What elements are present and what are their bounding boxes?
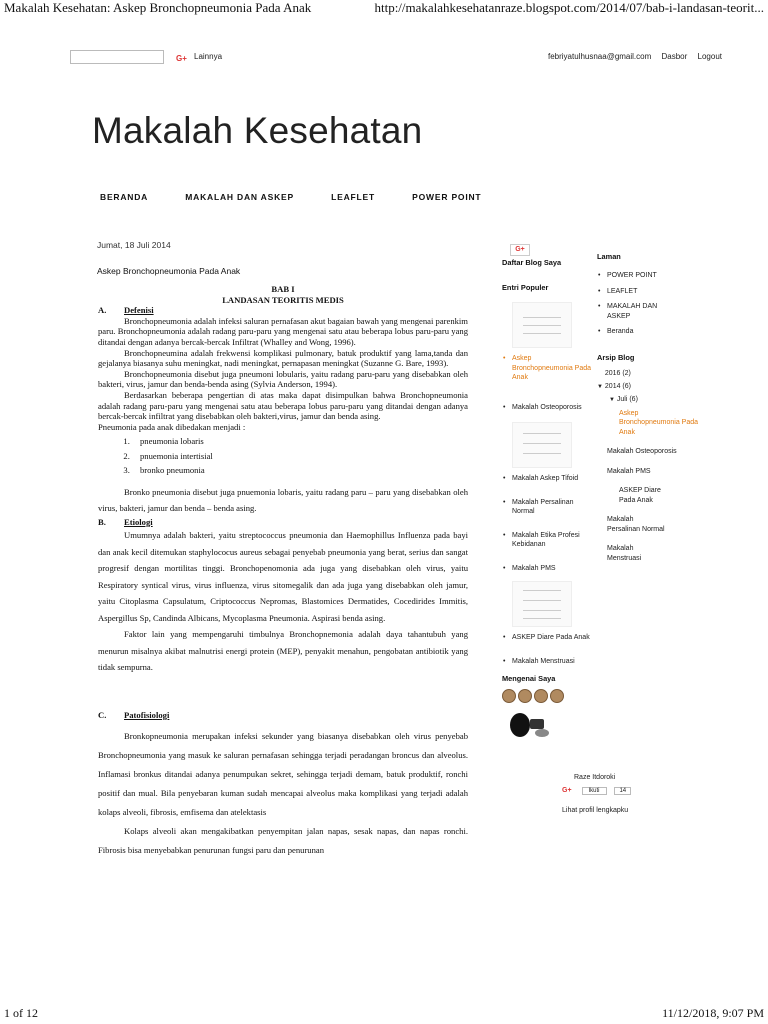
tab-makalah-dan-askep[interactable]: MAKALAH DAN ASKEP [185, 192, 294, 202]
mengenai-saya-title: Mengenai Saya [502, 674, 556, 683]
logout-link[interactable]: Logout [697, 52, 722, 61]
section-a-title: Defenisi [124, 305, 154, 316]
archive-month-label: Juli (6) [616, 395, 638, 403]
archive-post-list [597, 409, 707, 564]
tab-power-point[interactable]: POWER POINT [412, 192, 482, 202]
tab-beranda[interactable]: BERANDA [100, 192, 149, 202]
popular-thumbnail[interactable] [512, 302, 572, 348]
expand-right-icon[interactable]: ▶ [599, 370, 603, 377]
print-header [4, 0, 764, 18]
paragraph: Bronko pneumonia disebut juga pnuemonia lobaris, yaitu radang paru – paru yang disebabkan oleh virus, bakteri, jamur dan benda – benda asing. [98, 486, 468, 514]
avatar[interactable] [518, 689, 532, 703]
avatar[interactable] [534, 689, 548, 703]
list-item: 2. pnuemonia intertisial [132, 449, 468, 464]
archive-post-link[interactable]: Askep Bronchopneumonia Pada Anak [619, 409, 699, 436]
page-link-beranda[interactable]: • Beranda [597, 327, 707, 337]
avatar[interactable] [502, 689, 516, 703]
collapse-down-icon[interactable]: ▼ [609, 396, 615, 403]
blog-title[interactable]: Makalah Kesehatan [92, 110, 423, 151]
paragraph: Faktor lain yang mempengaruhi timbulnya Bronchopnemonia adalah daya tahantubuh yang menurun misalnya akibat malnutrisi energi protein (MEP), penyakit menahun, pengobatan antibiotik yang tidak sempurna. [98, 629, 468, 673]
print-datetime: 11/12/2018, 9:07 PM [662, 1006, 764, 1020]
paragraph: Bronchopneumonia disebut juga pneumoni lobularis, yaitu radang paru-paru yang disebabkan oleh bakteri, virus, jamur dan benda-benda asing (Sylvia Anderson, 1994). [98, 368, 468, 390]
popular-post-link[interactable]: • Makalah PMS [502, 564, 592, 574]
tab-leaflet[interactable]: LEAFLET [331, 192, 375, 202]
popular-thumbnail[interactable] [512, 581, 572, 627]
pneumonia-types-list [98, 434, 468, 478]
section-b-title: Etiologi [124, 516, 153, 527]
section-a-label: A. [98, 305, 107, 316]
section-b-heading [98, 517, 468, 528]
popular-post-link[interactable]: • Makalah Persalinan Normal [502, 498, 592, 517]
navbar-account [540, 52, 722, 61]
sidebar-right [597, 252, 707, 563]
follow-row [562, 787, 712, 795]
archive-year-2014[interactable] [597, 383, 707, 390]
entri-populer-title: Entri Populer [502, 283, 549, 292]
popular-post-link[interactable]: • Makalah Menstruasi [502, 657, 592, 667]
chapter-heading: BAB I [271, 284, 295, 294]
archive-post-link[interactable]: Makalah Menstruasi [607, 545, 642, 562]
popular-post-link[interactable]: • Askep Bronchopneumonia Pada Anak [502, 354, 592, 383]
dasbor-link[interactable]: Dasbor [661, 52, 688, 61]
gplus-icon[interactable]: G+ [176, 54, 187, 63]
print-title: Makalah Kesehatan: Askep Bronchopneumonia Pada Anak [4, 0, 312, 15]
post-title[interactable]: Askep Bronchopneumonia Pada Anak [97, 266, 241, 276]
print-url: http://makalahkesehatanraze.blogspot.com/2014/07/bab-i-landasan-teorit... [374, 0, 764, 15]
print-footer [4, 1006, 764, 1022]
archive-year-label: 2014 (6) [604, 382, 631, 390]
lainnya-link[interactable]: Lainnya [194, 52, 223, 61]
follower-count: 14 [614, 787, 631, 795]
list-item: 3. bronko pneumonia [132, 463, 468, 478]
page-count: 1 of 12 [4, 1006, 38, 1020]
account-email[interactable]: febriyatulhusnaa@gmail.com [547, 52, 652, 61]
list-item: 1. pneumonia lobaris [132, 434, 468, 449]
follow-button[interactable]: Ikuti [582, 787, 607, 795]
page-tabs [100, 192, 515, 202]
sidebar-left [502, 244, 592, 741]
profile-info [562, 774, 712, 814]
pages-list [597, 271, 707, 337]
paragraph: Bronchopneumonia adalah infeksi saluran pernafasan akut bagaian bawah yang mengenai parenkim paru. Bronchopneumonia adalah radang paru-paru yang mengenai satu atau beberapa lobus paru-paru yang ditandai dengan adanya bercak-bercak Infiltrat (Whalley and Wong, 1996). [98, 315, 468, 347]
author-name[interactable]: Raze Itdoroki [574, 774, 616, 781]
section-c-label: C. [98, 709, 107, 720]
paragraph: Bronkopneumonia merupakan infeksi sekunder yang biasanya disebabkan oleh virus penyebab Bronchopneumonia yang masuk ke saluran pernafasan sehingga terjadi peradangan broncus dan alveolus. Inflamasi bronkus ditandai adanya penumpukan sekret, sehingga terjadi demam, batuk produktif, ronchi positif dan mual. Bila penyebaran kuman sudah mencapai alveolus maka komplikasi yang terjadi adalah kolaps alveoli, fibrosis, emfisema dan atelektasis [98, 730, 468, 817]
popular-post-link[interactable]: • Makalah Osteoporosis [502, 403, 592, 413]
follower-avatars [502, 689, 592, 703]
full-profile-link[interactable]: Lihat profil lengkapku [562, 807, 629, 814]
archive-post-link[interactable]: Makalah Persalinan Normal [607, 516, 665, 533]
popular-post-link[interactable]: • ASKEP Diare Pada Anak [502, 633, 592, 643]
post-date: Jumat, 18 Juli 2014 [97, 240, 171, 250]
archive-year-label: 2016 (2) [604, 369, 631, 377]
archive-year-2016[interactable] [597, 370, 707, 377]
paragraph: Berdasarkan beberapa pengertian di atas maka dapat disimpulkan bahwa Bronchopneumonia adalah radang paru-paru yang mengenai satu atau beberapa lobus paru-paru yang ditandai dengan adanya bercak-bercak infiltrat yang disebabkan oleh bakteri,virus, jamur dan benda asing. [98, 389, 468, 422]
arsip-blog-title: Arsip Blog [597, 352, 635, 362]
avatar[interactable] [550, 689, 564, 703]
paragraph: Umumnya adalah bakteri, yaitu streptococcus pneumonia dan Haemophillus Influenza pada bayi dan anak kecil ditemukan staphylococus aureus sebagai penyebab pneumonia yang berat, serius dan sangat progresif dengan mortilitas tinggi. Bronchopenomonia ada juga yang disebabkan oleh virus, yaitu Respiratory syntical virus, virus influenza, virus sitomegalik dan ada juga yang disebabkan oleh jamur, yaitu Citoplasma Capsulatum, Criptococcus Nepromas, Blastomices Dermatides, Cocedirides Immitis, Aspergillus Sp, Candinda Albicans, Mycoplasma Pneumonia. Aspirasi benda asing. [98, 530, 468, 623]
gplus-icon[interactable]: G+ [562, 787, 572, 794]
profile-photo-icon [502, 707, 550, 741]
collapse-down-icon[interactable]: ▼ [597, 383, 603, 390]
post-body [98, 284, 468, 860]
laman-title: Laman [597, 252, 621, 261]
popular-post-link[interactable]: • Makalah Etika Profesi Kebidanan [502, 531, 592, 550]
archive-post-link[interactable]: Makalah PMS [607, 467, 651, 475]
section-b-label: B. [98, 516, 106, 527]
paragraph: Kolaps alveoli akan mengakibatkan penyempitan jalan napas, sesak napas, dan napas ronchi. Fibrosis bisa menyebabkan penurunan fungsi paru dan penurunan [98, 825, 468, 855]
section-c-heading [98, 710, 468, 721]
popular-post-link[interactable]: • Makalah Askep Tifoid [502, 474, 592, 484]
popular-thumbnail[interactable] [512, 422, 572, 468]
section-a-heading [98, 305, 468, 316]
page-link-makalah-dan-askep[interactable]: • MAKALAH DAN ASKEP [597, 302, 667, 321]
paragraph: Bronchopneumina adalah frekwensi komplikasi pulmonary, batuk produktif yang lama,tanda dan gejalanya biasanya suhu meningkat, nadi meningkat, pernapasan meningkat (Suzanne G. Bare, 1993). [98, 347, 468, 369]
navbar-search-input[interactable] [70, 50, 164, 64]
archive-post-link[interactable]: ASKEP Diare Pada Anak [619, 487, 661, 504]
archive-post-link[interactable]: Makalah Osteoporosis [607, 448, 677, 455]
page-link-power-point[interactable]: • POWER POINT [597, 271, 707, 281]
blogger-navbar [68, 46, 724, 72]
section-c-title: Patofisiologi [124, 709, 170, 720]
chapter-subheading: LANDASAN TEORITIS MEDIS [222, 294, 344, 305]
archive-month-juli[interactable] [597, 396, 707, 403]
profile-photo[interactable] [502, 707, 550, 741]
page-link-leaflet[interactable]: • LEAFLET [597, 287, 707, 297]
gplus-button[interactable]: G+ [510, 244, 530, 256]
daftar-blog-title: Daftar Blog Saya [502, 258, 562, 267]
paragraph: Pneumonia pada anak dibedakan menjadi : [98, 421, 246, 432]
